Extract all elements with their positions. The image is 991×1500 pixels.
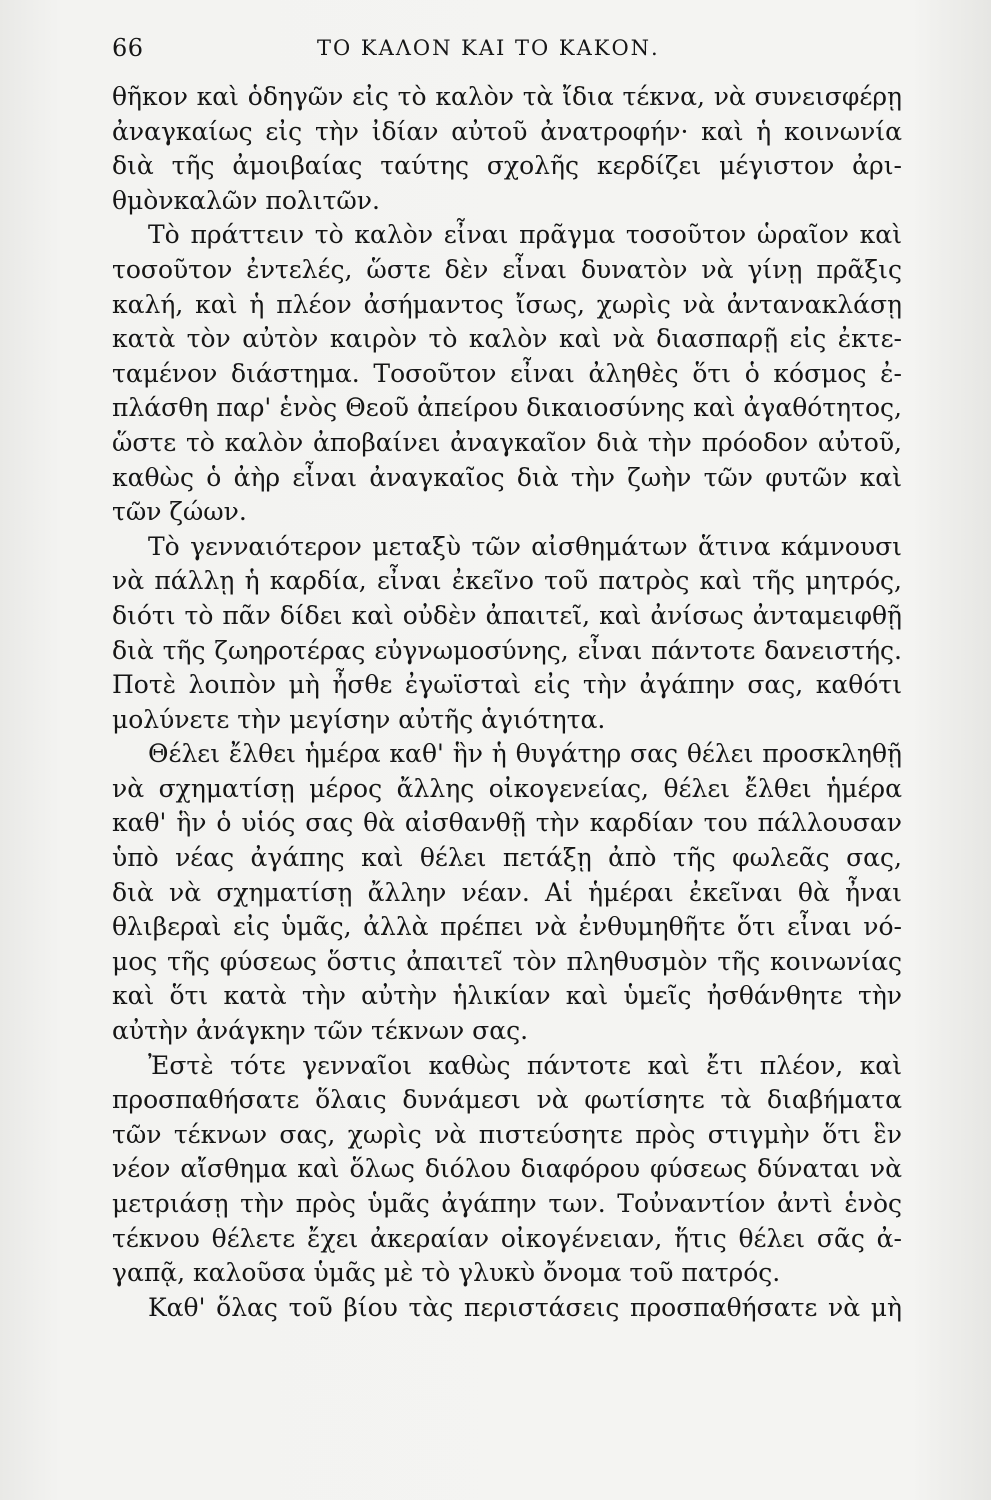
- text-line: καθὼς ὁ ἀὴρ εἶναι ἀναγκαῖος διὰ τὴν ζωὴν τῶν φυτῶν καὶ: [112, 462, 902, 492]
- text-line: αὐτὴν ἀνάγκην τῶν τέκνων σας.: [112, 1016, 529, 1046]
- text-line: νὰ σχηματίσῃ μέρος ἄλλης οἰκογενείας, θέλει ἔλθει ἡμέρα: [112, 773, 902, 803]
- text-line: διότι τὸ πᾶν δίδει καὶ οὐδὲν ἀπαιτεῖ, καὶ ἀνίσως ἀνταμειφθῇ: [112, 600, 902, 630]
- text-line: θῆκον καὶ ὁδηγῶν εἰς τὸ καλὸν τὰ ἴδια τέκνα, νὰ συνεισφέρῃ: [112, 82, 902, 111]
- text-line: κατὰ τὸν αὐτὸν καιρὸν τὸ καλὸν καὶ νὰ διασπαρῇ εἰς ἐκτε-: [112, 324, 902, 354]
- text-line: γαπᾷ, καλοῦσα ὑμᾶς μὲ τὸ γλυκὺ ὄνομα τοῦ πατρός.: [112, 1258, 781, 1288]
- body-text: [112, 80, 902, 1325]
- text-line: διὰ τῆς ζωηροτέρας εὐγνωμοσύνης, εἶναι πάντοτε δανειστής.: [112, 635, 902, 665]
- text-line: θλιβεραὶ εἰς ὑμᾶς, ἀλλὰ πρέπει νὰ ἐνθυμηθῆτε ὅτι εἶναι νό-: [112, 912, 902, 942]
- text-line: ὑπὸ νέας ἀγάπης καὶ θέλει πετάξῃ ἀπὸ τῆς φωλεᾶς σας,: [112, 843, 902, 873]
- text-line: Ἐστὲ τότε γενναῖοι καθὼς πάντοτε καὶ ἔτι πλέον, καὶ: [148, 1050, 902, 1080]
- running-title: ΤΟ ΚΑΛΟΝ ΚΑΙ ΤΟ ΚΑΚΟΝ.: [317, 36, 660, 60]
- text-line: τέκνου θέλετε ἔχει ἀκεραίαν οἰκογένειαν, ἥτις θέλει σᾶς ἀ-: [112, 1223, 902, 1253]
- text-line: διὰ νὰ σχηματίσῃ ἄλλην νέαν. Αἱ ἡμέραι ἐκεῖναι θὰ ἦναι: [112, 877, 902, 907]
- page-header: [112, 34, 902, 74]
- text-line: νέον αἴσθημα καὶ ὅλως διόλου διαφόρου φύσεως δύναται νὰ: [112, 1154, 902, 1184]
- text-line: μετριάσῃ τὴν πρὸς ὑμᾶς ἀγάπην των. Τοὐναντίον ἀντὶ ἑνὸς: [112, 1189, 902, 1218]
- text-line: Τὸ γενναιότερον μεταξὺ τῶν αἰσθημάτων ἅτινα κάμνουσι: [148, 531, 902, 561]
- text-line: Καθ' ὅλας τοῦ βίου τὰς περιστάσεις προσπαθήσατε νὰ μὴ: [148, 1292, 902, 1322]
- text-line: ταμένον διάστημα. Τοσοῦτον εἶναι ἀληθὲς ὅτι ὁ κόσμος ἐ-: [112, 358, 902, 388]
- text-line: θμὸνκαλῶν πολιτῶν.: [112, 185, 380, 215]
- text-line: Τὸ πράττειν τὸ καλὸν εἶναι πρᾶγμα τοσοῦτον ὡραῖον καὶ: [148, 220, 902, 250]
- text-line: καὶ ὅτι κατὰ τὴν αὐτὴν ἡλικίαν καὶ ὑμεῖς ἠσθάνθητε τὴν: [112, 981, 902, 1011]
- text-line: καλή, καὶ ἡ πλέον ἀσήμαντος ἴσως, χωρὶς νὰ ἀντανακλάσῃ: [112, 289, 902, 319]
- text-line: τῶν τέκνων σας, χωρὶς νὰ πιστεύσητε πρὸς στιγμὴν ὅτι ἓν: [112, 1119, 902, 1149]
- text-line: ὥστε τὸ καλὸν ἀποβαίνει ἀναγκαῖον διὰ τὴν πρόοδον αὐτοῦ,: [112, 427, 902, 457]
- text-line: πλάσθη παρ' ἑνὸς Θεοῦ ἀπείρου δικαιοσύνης καὶ ἀγαθότητος,: [112, 393, 902, 423]
- text-line: διὰ τῆς ἀμοιβαίας ταύτης σχολῆς κερδίζει μέγιστον ἀρι-: [112, 151, 902, 181]
- text-line: ἀναγκαίως εἰς τὴν ἰδίαν αὐτοῦ ἀνατροφήν· καὶ ἡ κοινωνία: [112, 116, 902, 146]
- text-line: μολύνετε τὴν μεγίσην αὐτῆς ἁγιότητα.: [112, 704, 606, 734]
- text-line: καθ' ἣν ὁ υἱός σας θὰ αἰσθανθῇ τὴν καρδίαν του πάλλουσαν: [112, 808, 902, 838]
- text-line: τοσοῦτον ἐντελές, ὥστε δὲν εἶναι δυνατὸν νὰ γίνῃ πρᾶξις: [112, 254, 902, 284]
- text-line: Θέλει ἔλθει ἡμέρα καθ' ἣν ἡ θυγάτηρ σας θέλει προσκληθῇ: [148, 739, 902, 769]
- page-number: 66: [112, 34, 144, 62]
- text-line: τῶν ζώων.: [112, 497, 247, 527]
- text-line: μος τῆς φύσεως ὅστις ἀπαιτεῖ τὸν πληθυσμὸν τῆς κοινωνίας: [112, 946, 902, 976]
- text-line: Ποτὲ λοιπὸν μὴ ἦσθε ἐγωϊσταὶ εἰς τὴν ἀγάπην σας, καθότι: [112, 670, 902, 700]
- text-line: νὰ πάλλῃ ἡ καρδία, εἶναι ἐκεῖνο τοῦ πατρὸς καὶ τῆς μητρός,: [112, 566, 902, 596]
- text-line: προσπαθήσατε ὅλαις δυνάμεσι νὰ φωτίσητε τὰ διαβήματα: [112, 1085, 902, 1115]
